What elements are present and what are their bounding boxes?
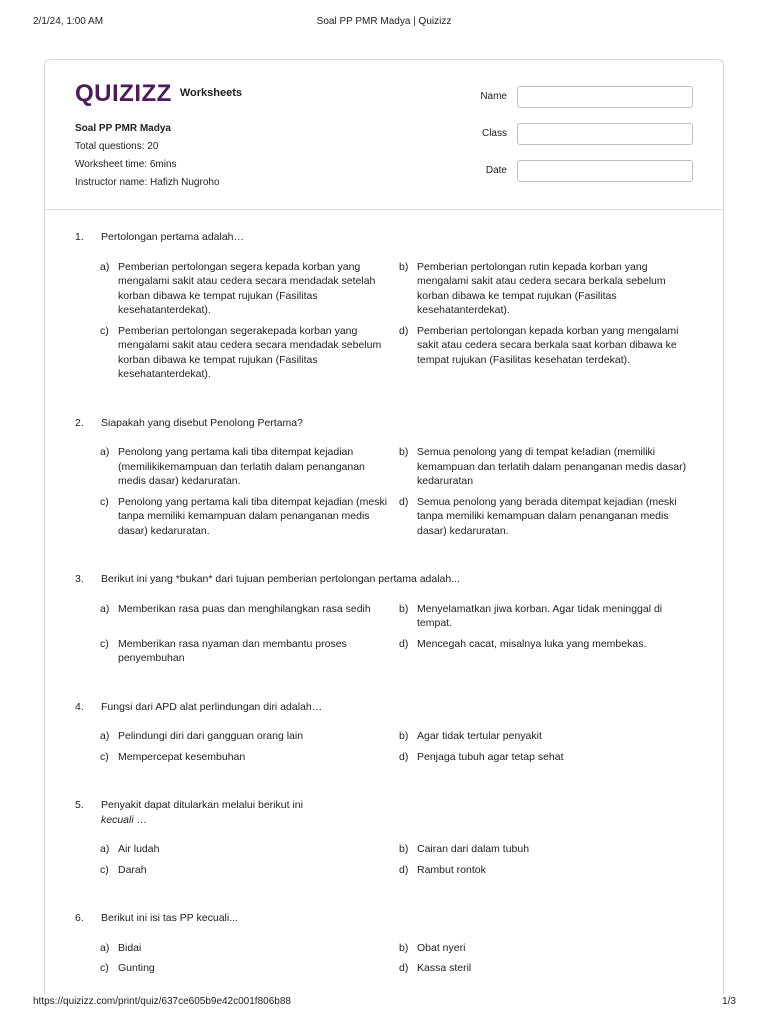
option-text: Gunting	[118, 962, 155, 974]
option-letter: b)	[399, 843, 409, 855]
option-letter: d)	[399, 962, 409, 974]
question-text: Berikut ini yang *bukan* dari tujuan pemberian pertolongan pertama adalah...	[101, 573, 460, 585]
name-label: Name	[480, 91, 507, 102]
question-number: 6.	[75, 912, 84, 924]
option-c[interactable]	[100, 961, 399, 976]
question-note: kecuali …	[101, 813, 148, 826]
option-letter: a)	[100, 730, 110, 742]
option-text: Pemberian pertolongan segerakepada korban yang mengalami sakit atau cedera secara mendadak sebelum korban dibawa ke tempat rujukan (Fasilitas kesehatanterdekat).	[118, 324, 382, 380]
question-number: 5.	[75, 799, 84, 811]
option-text: Penjaga tubuh agar tetap sehat	[417, 750, 564, 763]
option-text: Kassa steril	[417, 962, 472, 974]
option-b[interactable]	[399, 729, 698, 744]
instructor-name: Instructor name: Hafizh Nugroho	[75, 177, 220, 188]
question-text: Pertolongan pertama adalah…	[101, 231, 245, 243]
question-stem	[75, 911, 705, 926]
question-stem	[75, 798, 705, 827]
option-letter: b)	[399, 602, 409, 615]
print-footer	[0, 996, 768, 1010]
option-letter: d)	[399, 324, 409, 337]
option-text: Penolong yang pertama kali tiba ditempat kejadian (memilikikemampuan dan terlatih dalam penanganan medis dasar) kedaruratan.	[118, 446, 365, 487]
option-text: Bidai	[118, 941, 142, 954]
print-url: https://quizizz.com/print/quiz/637ce605b9e42c001f806b88	[33, 996, 291, 1007]
option-text: Rambut rontok	[417, 863, 486, 876]
option-b[interactable]	[399, 602, 698, 631]
option-text: Pemberian pertolongan segera kepada korban yang mengalami sakit atau cedera secara mendadak setelah korban dibawa ke tempat rujukan (Fasilitas kesehatanterdekat).	[118, 260, 376, 316]
worksheet-card	[44, 59, 724, 994]
date-label: Date	[485, 165, 507, 176]
question-number: 3.	[75, 573, 84, 585]
option-d[interactable]	[399, 495, 698, 539]
option-letter: a)	[100, 446, 110, 458]
class-label: Class	[481, 128, 507, 139]
option-c[interactable]	[100, 750, 399, 765]
question-2	[75, 416, 705, 539]
question-4	[75, 700, 705, 765]
option-text: Menyelamatkan jiwa korban. Agar tidak meninggal di tempat.	[417, 602, 663, 629]
option-letter: a)	[100, 260, 110, 273]
question-text: Penyakit dapat ditularkan melalui berikut ini	[101, 799, 303, 811]
total-questions: Total questions: 20	[75, 141, 159, 152]
question-5	[75, 798, 705, 877]
worksheet-title: Soal PP PMR Madya	[75, 123, 171, 134]
option-c[interactable]	[100, 637, 399, 666]
print-header	[0, 16, 768, 30]
option-letter: c)	[100, 750, 109, 763]
print-datetime: 2/1/24, 1:00 AM	[33, 16, 104, 27]
class-input[interactable]	[517, 123, 693, 145]
worksheet-meta	[75, 120, 220, 192]
logo-subtitle: Worksheets	[179, 87, 242, 99]
print-page-title: Soal PP PMR Madya | Quizizz	[316, 16, 452, 27]
option-grid	[75, 445, 705, 538]
option-text: Obat nyeri	[417, 941, 466, 954]
option-letter: b)	[399, 260, 409, 273]
option-b[interactable]	[399, 842, 698, 857]
option-text: Penolong yang pertama kali tiba ditempat kejadian (meski tanpa memiliki kemampuan dalam penanganan medis dasar) kedaruratan.	[118, 495, 388, 537]
option-text: Pemberian pertolongan rutin kepada korban yang mengalami sakit atau cedera secara berkala sebelum korban dibawa ke tempat rujukan (Fasilitas kesehatanterdekat).	[417, 260, 666, 316]
option-text: Semua penolong yang berada ditempat kejadian (meski tanpa memiliki kemampuan dalam penanganan medis dasar) kedaruratan.	[417, 495, 677, 537]
option-d[interactable]	[399, 637, 698, 666]
option-text: Memberikan rasa nyaman dan membantu proses penyembuhan	[118, 637, 347, 664]
option-letter: c)	[100, 962, 109, 974]
worksheet-time: Worksheet time: 6mins	[75, 159, 177, 170]
student-fields	[465, 86, 695, 197]
option-grid	[75, 260, 705, 382]
option-letter: b)	[399, 730, 409, 742]
option-b[interactable]	[399, 941, 698, 956]
option-a[interactable]	[100, 260, 399, 318]
question-number: 1.	[75, 231, 84, 243]
question-stem	[75, 572, 705, 587]
question-text: Fungsi dari APD alat perlindungan diri adalah…	[101, 700, 323, 713]
option-letter: d)	[399, 495, 409, 508]
question-6	[75, 911, 705, 976]
option-letter: c)	[100, 495, 109, 508]
option-letter: b)	[399, 446, 409, 458]
logo-wordmark: QUIZIZZ	[75, 80, 172, 107]
option-c[interactable]	[100, 324, 399, 382]
class-field-row	[465, 123, 695, 160]
option-letter: d)	[399, 637, 409, 650]
name-input[interactable]	[517, 86, 693, 108]
question-3	[75, 572, 705, 666]
option-letter: a)	[100, 941, 110, 954]
option-text: Semua penolong yang di tempat ke!adian (memiliki kemampuan dan terlatih dalam penanganan medis dasar) kedaruratan	[417, 446, 687, 487]
option-letter: a)	[100, 843, 110, 855]
option-grid	[75, 842, 705, 877]
question-text: Siapakah yang disebut Penolong Pertama?	[101, 416, 303, 429]
option-text: Pelindungi diri dari gangguan orang lain	[118, 730, 304, 742]
option-text: Air ludah	[118, 843, 160, 855]
date-field-row	[465, 160, 695, 197]
page-number: 1/3	[722, 996, 736, 1007]
question-stem	[75, 416, 705, 431]
option-d[interactable]	[399, 863, 698, 878]
option-a[interactable]	[100, 729, 399, 744]
option-d[interactable]	[399, 961, 698, 976]
option-d[interactable]	[399, 324, 698, 382]
option-grid	[75, 729, 705, 764]
question-stem	[75, 700, 705, 715]
option-grid	[75, 941, 705, 976]
option-text: Mencegah cacat, misalnya luka yang membekas.	[417, 637, 647, 650]
question-list	[75, 230, 705, 976]
option-text: Mempercepat kesembuhan	[118, 750, 246, 763]
question-1	[75, 230, 705, 382]
option-letter: a)	[100, 602, 110, 615]
option-text: Cairan dari dalam tubuh	[417, 843, 530, 855]
option-a[interactable]	[100, 445, 399, 489]
option-text: Darah	[118, 863, 147, 876]
option-c[interactable]	[100, 495, 399, 539]
question-stem	[75, 230, 705, 245]
option-d[interactable]	[399, 750, 698, 765]
option-b[interactable]	[399, 260, 698, 318]
option-text: Memberikan rasa puas dan menghilangkan rasa sedih	[118, 602, 371, 615]
option-b[interactable]	[399, 445, 698, 489]
date-input[interactable]	[517, 160, 693, 182]
name-field-row	[465, 86, 695, 123]
worksheet-header	[45, 60, 723, 210]
question-number: 4.	[75, 700, 84, 713]
option-letter: c)	[100, 324, 109, 337]
option-letter: d)	[399, 863, 409, 876]
option-a[interactable]	[100, 842, 399, 857]
question-text: Berikut ini isi tas PP kecuali...	[101, 912, 238, 924]
option-grid	[75, 602, 705, 666]
option-text: Pemberian pertolongan kepada korban yang mengalami sakit atau cedera secara berkala saat korban dibawa ke tempat rujukan (Fasilitas kesehatan terdekat).	[417, 324, 679, 366]
option-a[interactable]	[100, 602, 399, 631]
option-letter: d)	[399, 750, 409, 763]
option-letter: c)	[100, 863, 109, 876]
quizizz-logo	[75, 80, 242, 108]
option-a[interactable]	[100, 941, 399, 956]
option-c[interactable]	[100, 863, 399, 878]
option-text: Agar tidak tertular penyakit	[417, 730, 542, 742]
option-letter: b)	[399, 941, 409, 954]
question-number: 2.	[75, 416, 84, 429]
option-letter: c)	[100, 637, 109, 650]
